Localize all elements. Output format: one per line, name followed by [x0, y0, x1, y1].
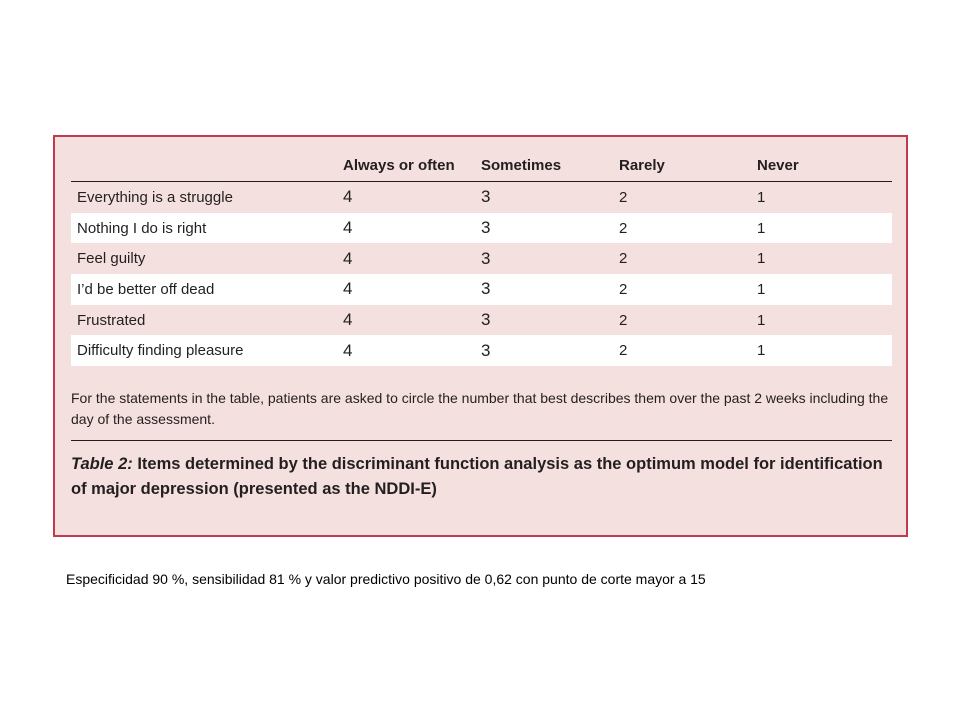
- cell-always-or-often: 4: [343, 279, 353, 299]
- cell-rarely: 2: [619, 342, 628, 360]
- table-footnote: For the statements in the table, patients are asked to circle the number that best describes them over the past 2 weeks including the day of the assessment.: [71, 388, 892, 441]
- cell-always-or-often: 4: [343, 340, 353, 360]
- table-header-row: [71, 149, 892, 182]
- cell-never: 1: [757, 219, 766, 237]
- table-caption-label: Table 2:: [71, 455, 133, 473]
- cell-sometimes: 3: [481, 218, 491, 238]
- table-row: [71, 243, 892, 274]
- table-row: [71, 213, 892, 244]
- table-row: [71, 305, 892, 336]
- header-sometimes: Sometimes: [481, 149, 619, 182]
- row-item-label: Difficulty finding pleasure: [77, 342, 244, 360]
- table-figure-panel: [53, 135, 908, 537]
- table-row: [71, 335, 892, 366]
- row-item-label: Frustrated: [77, 311, 146, 329]
- cell-always-or-often: 4: [343, 310, 353, 330]
- cell-always-or-often: 4: [343, 248, 353, 268]
- cell-sometimes: 3: [481, 187, 491, 207]
- cell-always-or-often: 4: [343, 218, 353, 238]
- header-item: [71, 149, 343, 182]
- row-item-label: Feel guilty: [77, 250, 146, 268]
- cell-rarely: 2: [619, 280, 628, 298]
- row-item-label: Nothing I do is right: [77, 219, 207, 237]
- table-row: [71, 274, 892, 305]
- cell-sometimes: 3: [481, 248, 491, 268]
- cell-always-or-often: 4: [343, 187, 353, 207]
- table-caption-text: Items determined by the discriminant function analysis as the optimum model for identification of major depression (presented as the NDDI-E): [71, 455, 883, 498]
- cell-rarely: 2: [619, 311, 628, 329]
- cell-never: 1: [757, 311, 766, 329]
- row-item-label: I’d be better off dead: [77, 280, 215, 298]
- row-item-label: Everything is a struggle: [77, 188, 233, 206]
- cell-never: 1: [757, 188, 766, 206]
- table-row: [71, 182, 892, 213]
- cell-rarely: 2: [619, 250, 628, 268]
- cell-rarely: 2: [619, 188, 628, 206]
- cell-never: 1: [757, 280, 766, 298]
- header-always-or-often: Always or often: [343, 149, 481, 182]
- slide-note: Especificidad 90 %, sensibilidad 81 % y valor predictivo positivo de 0,62 con punto de corte mayor a 15: [66, 571, 706, 587]
- cell-rarely: 2: [619, 219, 628, 237]
- cell-never: 1: [757, 342, 766, 360]
- nddi-e-table: [71, 149, 892, 366]
- cell-sometimes: 3: [481, 279, 491, 299]
- header-never: Never: [757, 149, 892, 182]
- header-rarely: Rarely: [619, 149, 757, 182]
- table-caption: [71, 452, 901, 502]
- cell-sometimes: 3: [481, 340, 491, 360]
- cell-sometimes: 3: [481, 310, 491, 330]
- cell-never: 1: [757, 250, 766, 268]
